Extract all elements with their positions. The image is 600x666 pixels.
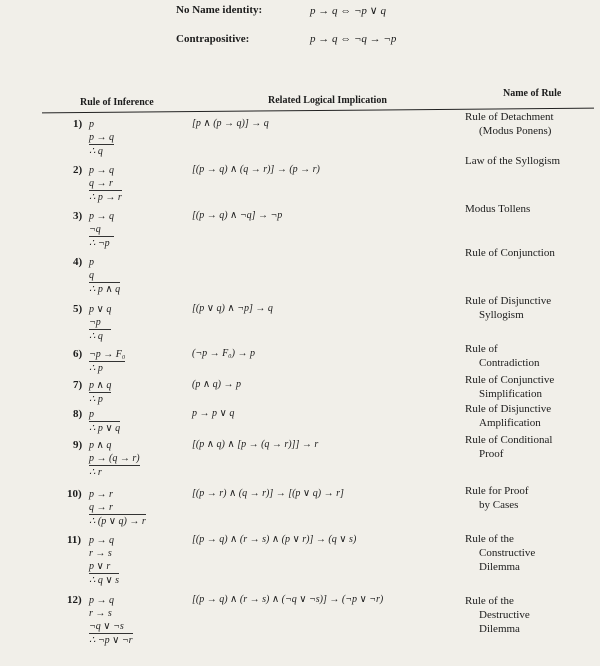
rule-name (465, 154, 560, 168)
inference-schema (89, 303, 111, 343)
rule-name-line: Law of the Syllogism (465, 155, 561, 167)
premise: r → s (89, 608, 112, 619)
rule-number: 1) (73, 118, 83, 130)
conclusion: ∴ p → r (89, 192, 122, 203)
premise: q → r (89, 178, 113, 189)
premise: ¬p (89, 317, 101, 328)
related-implication: [(p → r) ∧ (q → r)] → [(p ∨ q) → r] (192, 488, 344, 499)
rule-name-line: Dilemma (479, 561, 520, 573)
premise: p → q (89, 132, 114, 143)
conclusion: ∴ r (89, 465, 140, 479)
rule-name (465, 246, 555, 260)
rule-number: 5) (73, 303, 83, 315)
rule-number: 3) (73, 210, 83, 222)
rule-name-line: Rule of Conditional (465, 434, 553, 446)
premise: q → r (89, 502, 113, 513)
rule-name-line: Amplification (479, 417, 541, 429)
premise: p (89, 119, 94, 130)
rule-number: 8) (73, 408, 83, 420)
rule-name-line: Constructive (479, 547, 536, 559)
premise: p → q (89, 165, 114, 176)
rule-name (465, 202, 530, 216)
related-implication: [(p → q) ∧ (r → s) ∧ (p ∨ r)] → (q ∨ s) (192, 534, 357, 545)
premise: ¬q (89, 224, 101, 235)
rule-name-line: Rule of (465, 343, 498, 355)
rule-name (465, 594, 530, 636)
rule-name-line: Rule of Conjunctive (465, 374, 555, 386)
rule-name-line: Syllogism (479, 309, 524, 321)
premise: p ∨ r (89, 561, 111, 572)
premise: p → q (89, 211, 114, 222)
related-implication: [(p → q) ∧ ¬q] → ¬p (192, 210, 283, 221)
conclusion: ∴ p (89, 361, 125, 375)
premise: p ∧ q (89, 440, 112, 451)
inference-schema (89, 379, 111, 406)
conclusion: ∴ q (89, 144, 114, 158)
rule-name (465, 433, 552, 461)
header-name-of-rule: Name of Rule (503, 88, 562, 99)
rule-name-line: Rule of the (465, 533, 514, 545)
rule-name-line: Rule for Proof (465, 485, 529, 497)
related-implication: [(p → q) ∧ (q → r)] → (p → r) (192, 164, 320, 175)
rule-name (465, 110, 554, 138)
inference-schema (89, 439, 140, 479)
conclusion: ∴ (p ∨ q) → r (89, 516, 146, 527)
related-implication: [(p → q) ∧ (r → s) ∧ (¬q ∨ ¬s)] → (¬p ∨ ¬r) (192, 594, 384, 605)
rule-name (465, 294, 551, 322)
rule-name-line: Modus Tollens (465, 203, 531, 215)
rule-number: 7) (73, 379, 83, 391)
contrapositive-label: Contrapositive: (176, 33, 250, 45)
rule-name (465, 373, 554, 401)
rule-name-line: Destructive (479, 609, 530, 621)
header-rule-of-inference: Rule of Inference (80, 97, 154, 108)
conclusion: ∴ q ∨ s (89, 575, 120, 586)
premise: p → q (89, 595, 114, 606)
premise: p ∨ q (89, 304, 112, 315)
rule-name-line: Proof (479, 448, 504, 460)
related-implication: [p ∧ (p → q)] → q (192, 118, 269, 129)
rule-name-line: Rule of Disjunctive (465, 295, 552, 307)
premise: q (89, 270, 94, 281)
header-related-implication: Related Logical Implication (268, 95, 387, 106)
rule-name-line: Simplification (479, 388, 542, 400)
conclusion: ∴ q (89, 329, 111, 343)
rule-name (465, 532, 535, 574)
premise: p (89, 409, 94, 420)
related-implication: p → p ∨ q (192, 408, 235, 419)
conclusion: ∴ p ∨ q (89, 423, 121, 434)
conclusion: ∴ p (89, 392, 111, 406)
conclusion: ∴ ¬p (89, 236, 114, 250)
rule-name-line: Rule of Conjunction (465, 247, 555, 259)
inference-schema (89, 408, 120, 435)
premise: ¬q ∨ ¬s (89, 621, 124, 632)
conclusion: ∴ p ∧ q (89, 284, 121, 295)
inference-schema (89, 348, 125, 375)
rule-number: 4) (73, 256, 83, 268)
rule-number: 2) (73, 164, 83, 176)
rule-number: 6) (73, 348, 83, 360)
premise: ¬p → F₀ (89, 349, 126, 360)
rule-number: 9) (73, 439, 83, 451)
related-implication: (¬p → F₀) → p (192, 348, 255, 359)
no-name-identity-label: No Name identity: (176, 4, 263, 16)
premise: p → q (89, 535, 114, 546)
rule-name (465, 402, 551, 430)
related-implication: [(p ∨ q) ∧ ¬p] → q (192, 303, 273, 314)
rule-name-line: by Cases (479, 499, 519, 511)
rule-name-line: (Modus Ponens) (479, 125, 552, 137)
premise: p (89, 257, 94, 268)
inference-schema (89, 488, 146, 528)
rule-name (465, 484, 529, 512)
contrapositive-formula: p → q ⇔ ¬q → ¬p (310, 33, 397, 45)
inference-schema (89, 118, 114, 158)
inference-schema (89, 164, 122, 204)
rule-name (465, 342, 540, 370)
related-implication: (p ∧ q) → p (192, 379, 241, 390)
premise: p ∧ q (89, 380, 112, 391)
premise: p → (q → r) (89, 453, 140, 464)
inference-schema (89, 534, 119, 587)
conclusion: ∴ ¬p ∨ ¬r (89, 635, 133, 646)
premise: p → r (89, 489, 113, 500)
no-name-identity-formula: p → q ⇔ ¬p ∨ q (310, 5, 386, 17)
rule-name-line: Dilemma (479, 623, 520, 635)
rule-name-line: Rule of Disjunctive (465, 403, 552, 415)
premise: r → s (89, 548, 112, 559)
rule-name-line: Rule of Detachment (465, 111, 554, 123)
rule-number: 11) (67, 534, 82, 546)
rule-number: 10) (67, 488, 82, 500)
rule-name-line: Rule of the (465, 595, 514, 607)
rule-name-line: Contradiction (479, 357, 540, 369)
inference-schema (89, 594, 133, 647)
inference-schema (89, 210, 114, 250)
inference-schema (89, 256, 120, 296)
rule-number: 12) (67, 594, 82, 606)
related-implication: [(p ∧ q) ∧ [p → (q → r)]] → r (192, 439, 319, 450)
